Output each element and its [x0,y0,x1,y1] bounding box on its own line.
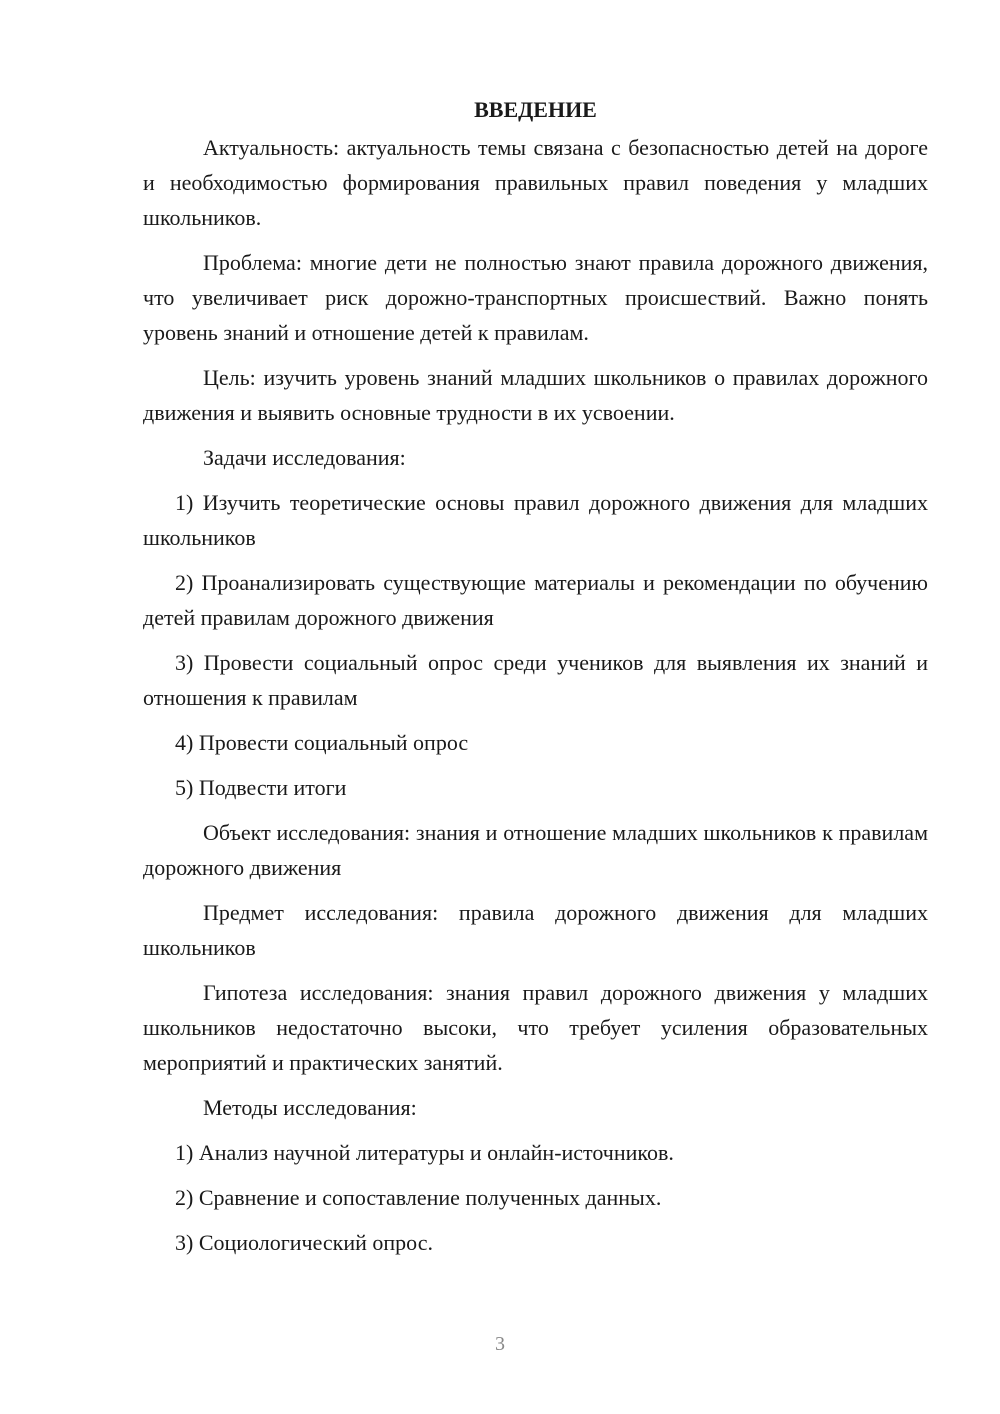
list-item-method-2: 2) Сравнение и сопоставление полученных данных. [175,1185,662,1210]
paragraph-hypothesis: Гипотеза исследования: знания правил дорожного движения у младших школьников недостаточно высоки, что требует усиления образовательных мероприятий и практических занятий. [143,980,928,1075]
paragraph-methods-heading: Методы исследования: [203,1095,417,1120]
list-item-task-3: 3) Провести социальный опрос среди учеников для выявления их знаний и отношения к правилам [143,650,928,710]
list-item-method-3: 3) Социологический опрос. [175,1230,433,1255]
paragraph-object: Объект исследования: знания и отношение младших школьников к правилам дорожного движения [143,820,928,880]
paragraph-tasks-heading: Задачи исследования: [203,445,406,470]
paragraph-problem: Проблема: многие дети не полностью знают правила дорожного движения, что увеличивает риск дорожно-транспортных происшествий. Важно понять уровень знаний и отношение детей к правилам. [143,250,928,345]
paragraph-relevance: Актуальность: актуальность темы связана с безопасностью детей на дороге и необходимостью формирования правильных правил поведения у младших школьников. [143,135,928,230]
paragraph-goal: Цель: изучить уровень знаний младших школьников о правилах дорожного движения и выявить основные трудности в их усвоении. [143,365,928,425]
list-item-task-2: 2) Проанализировать существующие материалы и рекомендации по обучению детей правилам дорожного движения [143,570,928,630]
document-page [143,95,928,1270]
paragraph-subject: Предмет исследования: правила дорожного движения для младших школьников [143,900,928,960]
list-item-task-5: 5) Подвести итоги [175,775,347,800]
page-number: 3 [495,1333,505,1355]
list-item-method-1: 1) Анализ научной литературы и онлайн-источников. [175,1140,674,1165]
section-title: ВВЕДЕНИЕ [474,97,597,122]
list-item-task-4: 4) Провести социальный опрос [175,730,469,755]
list-item-task-1: 1) Изучить теоретические основы правил дорожного движения для младших школьников [143,490,928,550]
